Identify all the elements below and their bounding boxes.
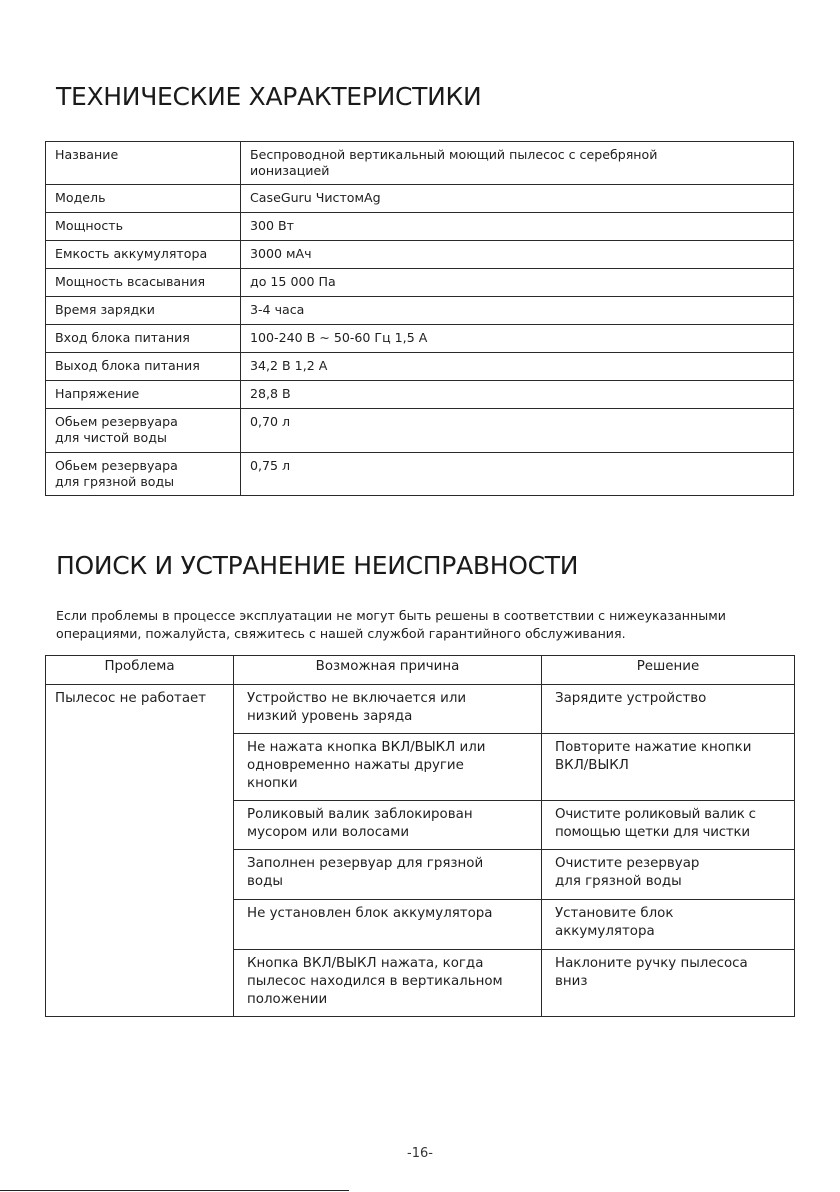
solution-cell: Зарядите устройство	[542, 685, 795, 734]
page-number: -16-	[407, 1146, 433, 1161]
table-header-row	[46, 656, 795, 685]
cause-cell: Кнопка ВКЛ/ВЫКЛ нажата, когда пылесос находился в вертикальном положении	[234, 950, 542, 1017]
spec-label: Обьем резервуара для грязной воды	[46, 453, 241, 496]
table-row	[46, 325, 794, 353]
solution-cell: Повторите нажатие кнопки ВКЛ/ВЫКЛ	[542, 734, 795, 801]
solution-cell: Наклоните ручку пылесоса вниз	[542, 950, 795, 1017]
problem-cell: Пылесос не работает	[46, 685, 234, 1017]
table-row	[46, 213, 794, 241]
solution-cell: Очистите резервуар для грязной воды	[542, 850, 795, 900]
specs-table	[45, 141, 794, 496]
spec-value: 0,70 л	[241, 409, 794, 453]
specs-title: ТЕХНИЧЕСКИЕ ХАРАКТЕРИСТИКИ	[56, 82, 482, 111]
solution-cell: Очистите роликовый валик с помощью щетки для чистки	[542, 801, 795, 850]
header-solution: Решение	[542, 656, 795, 685]
spec-value: 0,75 л	[241, 453, 794, 496]
table-row	[46, 453, 794, 496]
spec-label: Название	[46, 142, 241, 185]
table-row	[46, 297, 794, 325]
spec-label: Емкость аккумулятора	[46, 241, 241, 269]
troubleshooting-intro	[56, 607, 816, 643]
spec-value: до 15 000 Па	[241, 269, 794, 297]
intro-line: Если проблемы в процессе эксплуатации не могут быть решены в соответствии с нижеуказанными	[56, 608, 726, 623]
troubleshooting-title: ПОИСК И УСТРАНЕНИЕ НЕИСПРАВНОСТИ	[56, 551, 579, 580]
cause-cell: Роликовый валик заблокирован мусором или волосами	[234, 801, 542, 850]
cause-cell: Устройство не включается или низкий уровень заряда	[234, 685, 542, 734]
spec-value: 28,8 В	[241, 381, 794, 409]
spec-label: Вход блока питания	[46, 325, 241, 353]
cause-cell: Не нажата кнопка ВКЛ/ВЫКЛ или одновременно нажаты другие кнопки	[234, 734, 542, 801]
header-problem: Проблема	[46, 656, 234, 685]
table-row	[46, 269, 794, 297]
intro-line: операциями, пожалуйста, свяжитесь с нашей службой гарантийного обслуживания.	[56, 626, 626, 641]
cause-cell: Не установлен блок аккумулятора	[234, 900, 542, 950]
cause-cell: Заполнен резервуар для грязной воды	[234, 850, 542, 900]
table-row	[46, 409, 794, 453]
table-row	[46, 685, 795, 734]
table-row	[46, 381, 794, 409]
spec-label: Мощность	[46, 213, 241, 241]
spec-label: Модель	[46, 185, 241, 213]
table-row	[46, 142, 794, 185]
spec-value: 3000 мАч	[241, 241, 794, 269]
table-row	[46, 241, 794, 269]
troubleshooting-table	[45, 655, 795, 1017]
header-cause: Возможная причина	[234, 656, 542, 685]
spec-value: 3-4 часа	[241, 297, 794, 325]
footer-divider	[0, 1190, 349, 1191]
solution-cell: Установите блок аккумулятора	[542, 900, 795, 950]
spec-value: 34,2 В 1,2 А	[241, 353, 794, 381]
spec-value: 300 Вт	[241, 213, 794, 241]
spec-label: Время зарядки	[46, 297, 241, 325]
table-row	[46, 353, 794, 381]
spec-label: Напряжение	[46, 381, 241, 409]
spec-value: CaseGuru ЧистомAg	[241, 185, 794, 213]
spec-value: Беспроводной вертикальный моющий пылесос с серебряной ионизацией	[241, 142, 794, 185]
spec-value: 100-240 В ∼ 50-60 Гц 1,5 А	[241, 325, 794, 353]
spec-label: Мощность всасывания	[46, 269, 241, 297]
spec-label: Обьем резервуара для чистой воды	[46, 409, 241, 453]
spec-label: Выход блока питания	[46, 353, 241, 381]
table-row	[46, 185, 794, 213]
